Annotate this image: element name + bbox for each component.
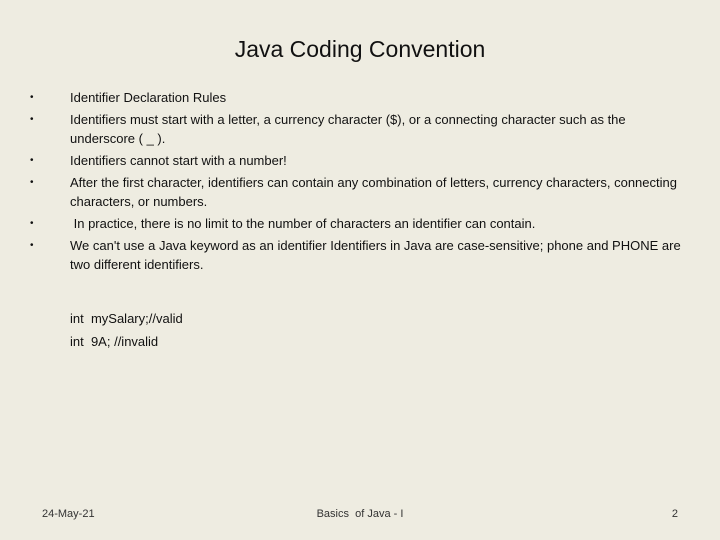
bullet-dot-icon: • — [30, 240, 34, 251]
bullet-dot-icon: • — [30, 114, 34, 125]
bullet-item-identifier-rules — [30, 88, 690, 107]
bullet-text: After the first character, identifiers can contain any combination of letters, currency characters, connecting characters, or numbers. — [70, 175, 677, 209]
bullet-text: In practice, there is no limit to the number of characters an identifier can contain. — [70, 216, 536, 231]
bullet-text: Identifiers cannot start with a number! — [70, 153, 287, 168]
bullet-text: Identifier Declaration Rules — [70, 90, 227, 105]
bullet-dot-icon: • — [30, 92, 34, 103]
bullet-item-after-first-character — [30, 173, 690, 211]
bullet-dot-icon: • — [30, 177, 34, 188]
bullet-item-no-number-start — [30, 151, 690, 170]
code-example — [70, 307, 183, 353]
bullet-dot-icon: • — [30, 218, 34, 229]
code-line-invalid: int 9A; //invalid — [70, 334, 159, 349]
bullet-dot-icon: • — [30, 155, 34, 166]
bullet-list — [30, 88, 690, 277]
footer-title: Basics of Java - I — [316, 508, 404, 520]
slide-title: Java Coding Convention — [234, 36, 486, 62]
bullet-item-start-character — [30, 110, 690, 148]
footer-page-number: 2 — [671, 508, 678, 520]
bullet-text: Identifiers must start with a letter, a currency character ($), or a connecting character such as the underscore ( _ ). — [70, 112, 626, 146]
footer-date: 24-May-21 — [42, 508, 95, 520]
bullet-item-length-limit — [30, 214, 690, 233]
bullet-item-keywords-case — [30, 236, 690, 274]
code-line-valid: int mySalary;//valid — [70, 311, 183, 326]
bullet-text: We can't use a Java keyword as an identifier Identifiers in Java are case-sensitive; phone and PHONE are two different identifiers. — [70, 238, 681, 272]
